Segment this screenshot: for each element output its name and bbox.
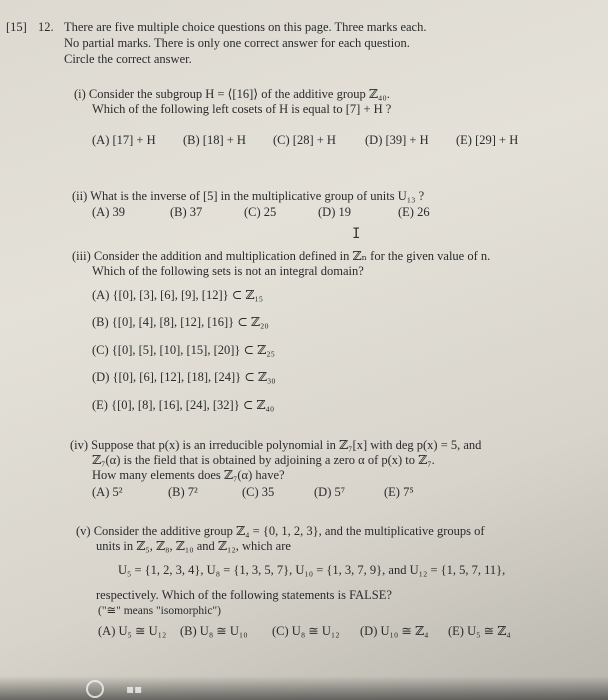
q5-stem: (v) Consider the additive group ℤ₄ = {0, 1, 2, 3}, and the multiplicative groups of: [76, 524, 485, 538]
q3-option-e[interactable]: (E) {[0], [8], [16], [24], [32]} ⊂ ℤ₄₀: [92, 398, 275, 412]
q1-stem: (i) Consider the subgroup H = ⟨[16]⟩ of the additive group ℤ₄₀.: [74, 87, 390, 101]
q4-option-b[interactable]: (B) 7²: [168, 485, 198, 499]
q1-stem: Which of the following left cosets of H is equal to [7] + H ?: [92, 102, 392, 116]
q3-option-a[interactable]: (A) {[0], [3], [6], [9], [12]} ⊂ ℤ₁₅: [92, 288, 264, 302]
q5-stem: U₅ = {1, 2, 3, 4}, U₈ = {1, 3, 5, 7}, U₁₀ = {1, 3, 7, 9}, and U₁₂ = {1, 5, 7, 11},: [118, 563, 506, 577]
q5-option-c[interactable]: (C) U₈ ≅ U₁₂: [272, 624, 340, 638]
q1-option-a[interactable]: (A) [17] + H: [92, 133, 156, 147]
q2-option-b[interactable]: (B) 37: [170, 205, 203, 219]
q3-stem: (iii) Consider the addition and multiplication defined in ℤₙ for the given value of n.: [72, 249, 491, 263]
q5-stem: units in ℤ₅, ℤ₈, ℤ₁₀ and ℤ₁₂, which are: [96, 539, 291, 553]
q2-option-c[interactable]: (C) 25: [244, 205, 277, 219]
q1-option-c[interactable]: (C) [28] + H: [273, 133, 336, 147]
q4-option-e[interactable]: (E) 7⁵: [384, 485, 414, 499]
q4-stem: How many elements does ℤ₇(α) have?: [92, 468, 285, 482]
q2-option-e[interactable]: (E) 26: [398, 205, 430, 219]
grid-icon: ▪▪: [126, 682, 143, 696]
q4-option-d[interactable]: (D) 5⁷: [314, 485, 346, 499]
q1-option-e[interactable]: (E) [29] + H: [456, 133, 519, 147]
q1-option-b[interactable]: (B) [18] + H: [183, 133, 246, 147]
q4-stem: ℤ₇(α) is the field that is obtained by adjoining a zero α of p(x) to ℤ₇.: [92, 453, 435, 467]
intro-line: Circle the correct answer.: [64, 52, 192, 66]
circle-icon: [86, 680, 104, 698]
q3-option-c[interactable]: (C) {[0], [5], [10], [15], [20]} ⊂ ℤ₂₅: [92, 343, 275, 357]
q4-stem: (iv) Suppose that p(x) is an irreducible polynomial in ℤ₇[x] with deg p(x) = 5, and: [70, 438, 482, 452]
q2-stem: (ii) What is the inverse of [5] in the multiplicative group of units U₁₃ ?: [72, 189, 425, 203]
q3-option-b[interactable]: (B) {[0], [4], [8], [12], [16]} ⊂ ℤ₂₀: [92, 315, 269, 329]
text-cursor-icon: I: [352, 226, 361, 242]
question-number: 12.: [38, 20, 54, 34]
q4-option-a[interactable]: (A) 5²: [92, 485, 123, 499]
q5-option-e[interactable]: (E) U₅ ≅ ℤ₄: [448, 624, 511, 638]
q1-option-d[interactable]: (D) [39] + H: [365, 133, 429, 147]
q5-option-a[interactable]: (A) U₅ ≅ U₁₂: [98, 624, 167, 638]
q3-option-d[interactable]: (D) {[0], [6], [12], [18], [24]} ⊂ ℤ₃₀: [92, 370, 276, 384]
intro-line: There are five multiple choice questions on this page. Three marks each.: [64, 20, 427, 34]
q5-option-d[interactable]: (D) U₁₀ ≅ ℤ₄: [360, 624, 429, 638]
q5-option-b[interactable]: (B) U₈ ≅ U₁₀: [180, 624, 248, 638]
q5-note: ("≅" means "isomorphic"): [98, 605, 221, 617]
marks-label: [15]: [6, 20, 27, 34]
q5-stem: respectively. Which of the following statements is FALSE?: [96, 588, 392, 602]
q2-option-a[interactable]: (A) 39: [92, 205, 125, 219]
desk-edge: [0, 676, 608, 700]
q2-option-d[interactable]: (D) 19: [318, 205, 351, 219]
q4-option-c[interactable]: (C) 35: [242, 485, 275, 499]
intro-line: No partial marks. There is only one correct answer for each question.: [64, 36, 410, 50]
q3-stem: Which of the following sets is not an integral domain?: [92, 264, 364, 278]
